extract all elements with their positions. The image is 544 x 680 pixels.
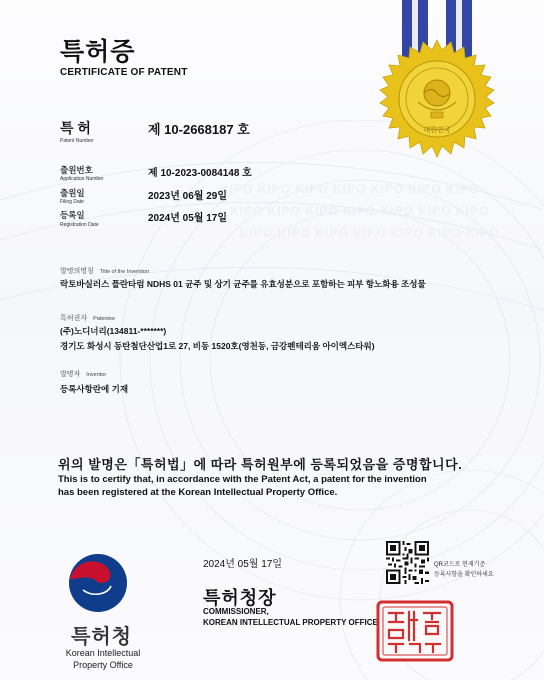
application-number-label-en: Application Number [60, 176, 104, 182]
certification-statement-korean: 위의 발명은「특허법」에 따라 특허원부에 등록되었음을 증명합니다. [58, 457, 463, 472]
filing-date-label: 출원일 [60, 188, 85, 198]
qr-note-line2: 등록사항을 확인하세요 [434, 572, 494, 578]
application-number-label: 출원번호 [60, 165, 93, 175]
commissioner-title-korean: 특허청장 [203, 588, 277, 608]
patentee-address: 경기도 화성시 동탄첨단산업1로 27, 비동 1520호(영천동, 금강펜테리움 아이엑스타워) [60, 341, 375, 351]
kipo-logo-emblem [67, 552, 129, 614]
patentee-label: 특허권자 Patentee [60, 315, 116, 322]
certification-statement-english-1: This is to certify that, in accordance with the Patent Act, a patent for the invention [58, 474, 427, 485]
inventor-value: 등록사항란에 기재 [60, 384, 129, 394]
patent-number-value: 제 10-2668187 호 [148, 122, 250, 137]
application-number-value: 제 10-2023-0084148 호 [148, 168, 252, 179]
invention-title-value: 락토바실러스 플란타럼 NDHS 01 균주 및 상기 균주를 유효성분으로 포함하는 피부 항노화용 조성물 [60, 279, 426, 289]
qr-note-line1: QR코드로 현재기준 [434, 562, 486, 568]
registration-date-value: 2024년 05월 17일 [148, 213, 228, 224]
kipo-name-english-2: Property Office [73, 660, 133, 670]
qr-note [434, 560, 494, 580]
kipo-name-korean: 특허청 [71, 626, 132, 648]
official-seal-stamp [376, 600, 454, 662]
kipo-watermark: KIPO KIPO KIPO KIPO KIPO KIPO KIPO [220, 182, 480, 196]
qr-code[interactable] [386, 541, 429, 584]
patent-number-label-en: Patent Number [60, 138, 94, 144]
filing-date-value: 2023년 06월 29일 [148, 191, 228, 202]
inventor-label-en: Inventor [86, 372, 107, 378]
seal-text: 대한민국 [423, 126, 451, 134]
inventor-label: 발명자 Inventor [60, 371, 107, 378]
certificate-title-korean: 특허증 [60, 38, 136, 66]
certificate-title-english: CERTIFICATE OF PATENT [60, 67, 188, 78]
patentee-name: (주)노디너리(134811-*******) [60, 326, 167, 336]
registration-date-label-en: Registration Date [60, 222, 99, 228]
issue-date: 2024년 05월 17일 [203, 559, 283, 570]
invention-title-label: 발명의명칭 Title of the Invention [60, 268, 150, 275]
patent-number-label: 특 허 [60, 120, 91, 136]
commissioner-title-english-2: KOREAN INTELLECTUAL PROPERTY OFFICE [203, 618, 378, 627]
kipo-watermark: KIPO KIPO KIPO KIPO KIPO KIPO KIPO [240, 226, 500, 240]
invention-title-label-en: Title of the Invention [99, 269, 150, 275]
certification-statement-english-2: has been registered at the Korean Intellectual Property Office. [58, 487, 338, 498]
kipo-name-english-1: Korean Intellectual [65, 648, 141, 658]
commissioner-title-english-1: COMMISSIONER, [203, 607, 269, 616]
kipo-watermark: KIPO KIPO KIPO KIPO KIPO KIPO KIPO [230, 204, 490, 218]
filing-date-label-en: Filing Date [60, 199, 84, 205]
registration-date-label: 등록일 [60, 210, 85, 220]
gold-seal [376, 38, 498, 160]
patentee-label-en: Patentee [93, 316, 116, 322]
